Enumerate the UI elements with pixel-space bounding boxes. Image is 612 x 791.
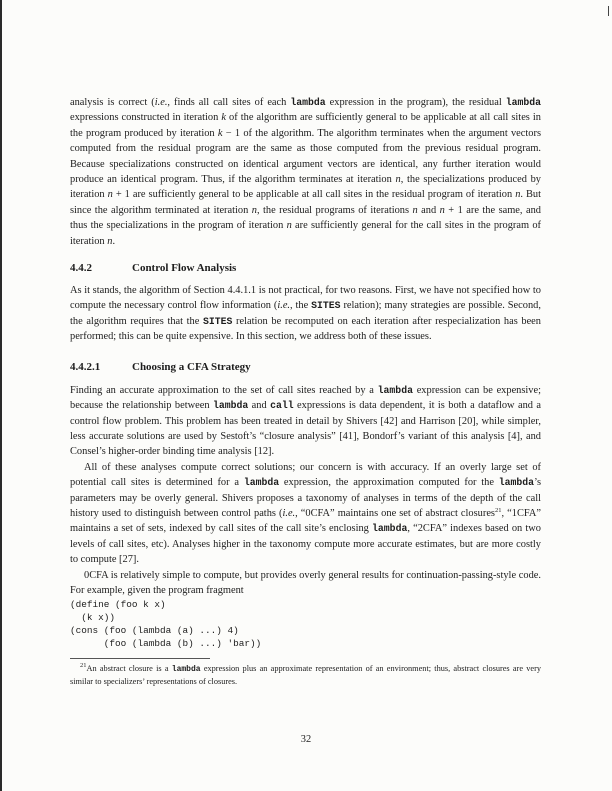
text-run: , the <box>290 300 312 312</box>
text-run: and <box>248 400 271 412</box>
code-term: lambda <box>505 97 541 108</box>
italic-text: n <box>395 174 401 186</box>
section-title: Control Flow Analysis <box>132 262 237 275</box>
italic-text: n <box>107 189 113 201</box>
italic-text: n <box>412 204 418 216</box>
subsection-number: 4.4.2.1 <box>70 360 101 373</box>
text-run: expression, the approximation computed for the <box>279 477 499 489</box>
italic-text: k <box>217 127 223 139</box>
page-number: 32 <box>300 734 312 745</box>
code-term: SITES <box>311 300 341 312</box>
italic-text: i.e. <box>154 97 168 108</box>
page-content <box>70 95 541 687</box>
italic-text: n <box>251 204 257 216</box>
text-run: expression can be expensive; because the relationship between <box>70 384 541 412</box>
subsection-title: Choosing a CFA Strategy <box>132 360 251 373</box>
text-run: 0CFA is relatively simple to compute, but provides overly general results for continuation-passing-style code. For example, given the program fragment <box>70 569 541 596</box>
footnote-marker: 21 <box>494 506 502 514</box>
scan-edge <box>0 0 2 791</box>
italic-text: n <box>515 189 521 201</box>
italic-text: i.e. <box>282 507 296 519</box>
text-run: ’s parameters may be overly general. Shivers proposes a taxonomy of analyses in terms of the depth of the call history used to distinguish between control paths ( <box>70 477 541 519</box>
code-term: lambda <box>372 523 408 535</box>
italic-text: k <box>221 112 226 124</box>
text-run: , the specializations produced by iteration <box>70 174 542 201</box>
paragraph <box>70 283 541 345</box>
subsection-heading <box>70 361 541 373</box>
text-run: . But since the algorithm terminated at iteration <box>70 189 541 216</box>
text-run: As it stands, the algorithm of Section 4.4.1.1 is not practical, for two reasons. First, we have not specified how to compute the necessary control flow information ( <box>70 285 541 312</box>
text-run: + 1 are sufficiently general to be applicable at all call sites in the residual program of iteration <box>112 189 516 201</box>
text-run: expressions constructed in iteration <box>70 112 222 124</box>
code-term: lambda <box>212 400 249 412</box>
text-run: relation); many strategies are possible. Second, the algorithm requires that the <box>70 300 541 327</box>
text-run: . <box>112 235 116 247</box>
code-block: (define (foo k x) (k x)) <box>70 599 166 624</box>
text-run: Finding an accurate approximation to the set of call sites reached by a <box>70 384 378 396</box>
text-run: expression in the program), the residual <box>325 97 506 108</box>
paragraph <box>70 383 541 460</box>
text-run: − 1 of the algorithm. The algorithm terminates when the argument vectors computed from the residual program are the same as those computed from the previous residual program. Because specializations constructed on identical argument vectors are identical, any further iteration would produce an identical program. Thus, if the algorithm terminates at iteration <box>70 127 541 186</box>
italic-text: i.e. <box>277 300 291 312</box>
text-run: All of these analyses compute correct solutions; our concern is with accuracy. If an overly large set of potential call sites is determined for a <box>70 461 541 489</box>
code-term: lambda <box>498 477 535 489</box>
section-number: 4.4.2 <box>70 262 92 275</box>
italic-text: n <box>286 220 292 232</box>
text-run: + 1 are the same, and thus the specializations in the program of iteration <box>70 204 541 232</box>
text-run: analysis is correct ( <box>70 97 155 108</box>
section-heading <box>70 262 541 274</box>
code-term: lambda <box>290 97 326 108</box>
text-run: , “1CFA” maintains a set of sets, indexed by call sites of the call site’s enclosing <box>70 507 541 535</box>
text-run: and <box>417 204 440 216</box>
footnote-marker: 21 <box>80 662 87 670</box>
code-term: lambda <box>377 384 413 396</box>
paragraph <box>70 460 541 568</box>
paragraph <box>70 568 541 599</box>
text-run: , “2CFA” indexes based on two levels of call sites, etc). Analyses higher in the taxonomy compute more accurate estimates, but are more costly to compute [27]. <box>70 523 542 566</box>
text-run: expression plus an approximate representation of an environment; thus, abstract closures are very similar to specializers’ representations of closures. <box>70 664 541 686</box>
code-term: lambda <box>171 665 201 675</box>
paragraph <box>70 95 541 249</box>
footnote-rule <box>70 658 210 659</box>
text-run: are sufficiently general for the call sites in the program of iteration <box>70 220 541 247</box>
code-term: SITES <box>202 315 233 327</box>
text-run: , finds all call sites of each <box>167 97 291 108</box>
code-block: (cons (foo (lambda (a) ...) 4) (foo (lambda (b) ...) 'bar)) <box>70 625 262 650</box>
text-run: expressions is data dependent, it is both a dataflow and a control flow problem. This problem has been treated in detail by Shivers [42] and Harrison [20], while simpler, less accurate solutions are used by Sestoft’s “closure analysis” [41], Bondorf’s variant of this analysis [4], and Consel’s higher-order binding time analysis [12]. <box>70 400 541 458</box>
text-run: , the residual programs of iterations <box>256 204 413 216</box>
code-term: lambda <box>243 477 280 489</box>
italic-text: n <box>107 235 113 247</box>
footnote <box>70 663 541 687</box>
text-run: of the algorithm are sufficiently general to be applicable at all call sites in the program produced by iteration <box>70 112 541 139</box>
text-run: relation be recomputed on each iteration after respecialization has been performed; this can be quite expensive. In this section, we address both of these issues. <box>70 315 541 343</box>
italic-text: n <box>439 204 445 216</box>
text-run: , “0CFA” maintains one set of abstract closures <box>295 507 495 519</box>
scan-mark <box>608 6 609 16</box>
text-run: An abstract closure is a <box>86 664 172 674</box>
code-term: call <box>270 400 294 412</box>
